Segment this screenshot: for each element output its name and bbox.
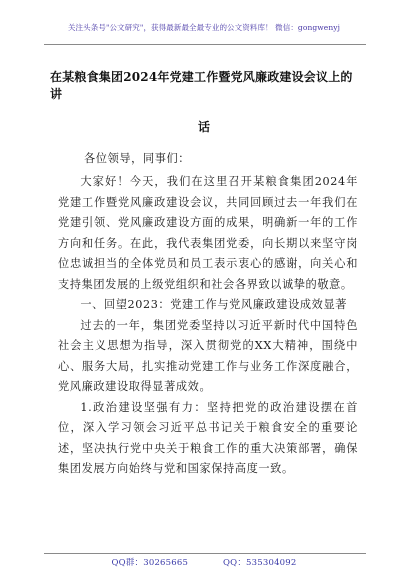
paragraph-political-building: 1.政治建设坚强有力：坚持把党的政治建设摆在首位，深入学习领会习近平总书记关于粮食安全的重要论述，坚决执行党中央关于粮食工作的重大决策部署，确保集团发展方向始终与党和国家保持高度一致。 [58, 400, 358, 475]
document-title-line1: 在某粮食集团2024年党建工作暨党风廉政建设会议上的讲 [50, 70, 353, 101]
document-body [58, 172, 358, 480]
footer-qq: QQ：535304092 [223, 558, 297, 568]
header-notice: 关注头条号"公文研究"，获得最新最全最专业的公文资料库！ 微信：gongwenyj [67, 23, 341, 32]
paragraph-review: 过去的一年，集团党委坚持以习近平新时代中国特色社会主义思想为指导，深入贯彻党的XX大精神，围绕中心、服务大局，扎实推动党建工作与业务工作深度融合，党风廉政建设取得显著成效。 [58, 318, 358, 393]
section-heading: 一、回望2023：党建工作与党风廉政建设成效显著 [80, 298, 348, 311]
document-title-line2: 话 [197, 120, 210, 134]
paragraph-opening: 大家好！今天，我们在这里召开某粮食集团2024年党建工作暨党风廉政建设会议，共同回顾过去一年我们在党建引领、党风廉政建设方面的成果，明确新一年的工作方向和任务。在此，我代表集团党委，向长期以来坚守岗位忠诚担当的全体党员和员工表示衷心的感谢，向关心和支持集团发展的上级党组织和社会各界致以诚挚的敬意。 [58, 175, 358, 291]
footer-contacts [0, 556, 408, 568]
footer-divider [44, 553, 366, 554]
footer-qq-group: QQ群：30265665 [111, 558, 189, 568]
header-divider [44, 44, 366, 45]
salutation: 各位领导，同事们： [84, 152, 191, 165]
